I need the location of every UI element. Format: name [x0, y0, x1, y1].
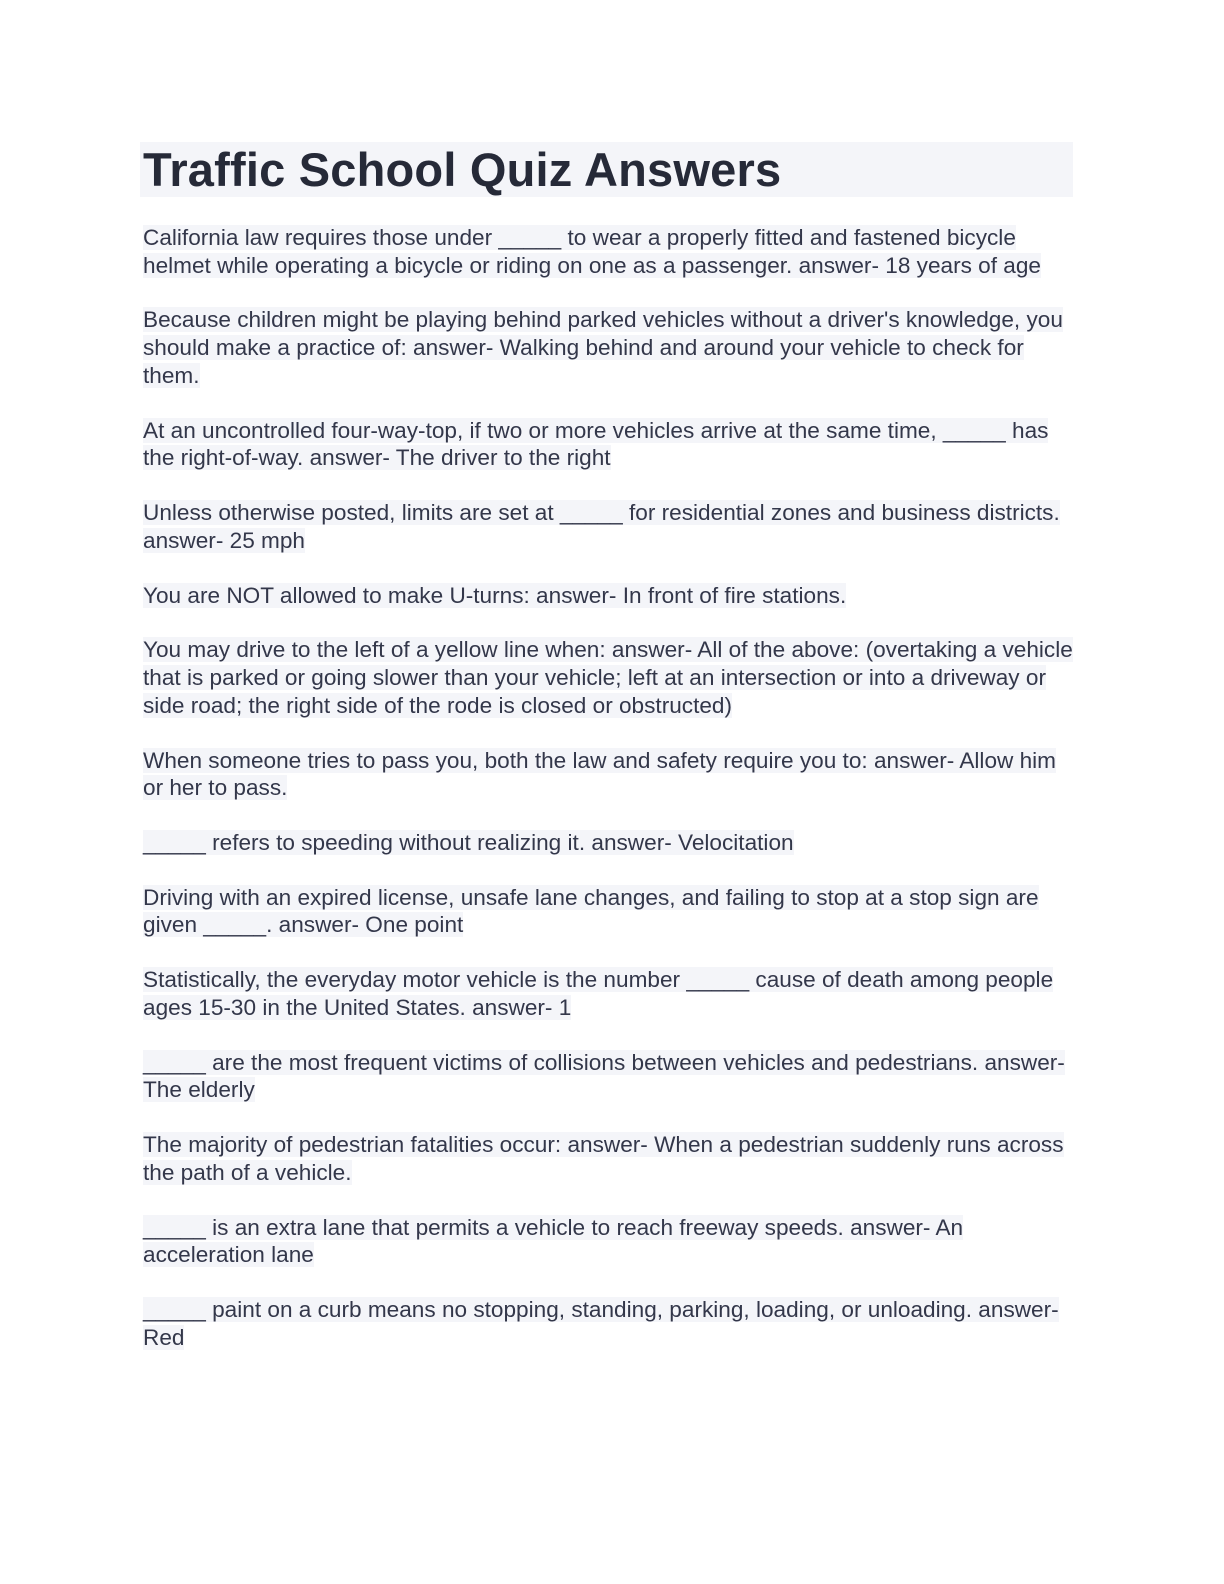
- qa-item: [143, 1296, 1073, 1351]
- qa-text: Because children might be playing behind parked vehicles without a driver's knowledge, you should make a practice of: answer- Walking behind and around your vehicle to check for them.: [143, 307, 1063, 388]
- qa-text: You are NOT allowed to make U-turns: answer- In front of fire stations.: [143, 582, 847, 608]
- qa-text: Statistically, the everyday motor vehicle is the number _____ cause of death among people ages 15-30 in the United States. answer- 1: [143, 967, 1054, 1020]
- qa-item: [143, 306, 1073, 389]
- qa-item: [143, 582, 1073, 610]
- page-title: Traffic School Quiz Answers: [143, 143, 782, 196]
- qa-text: The majority of pedestrian fatalities occur: answer- When a pedestrian suddenly runs across the path of a vehicle.: [143, 1132, 1064, 1185]
- qa-text: _____ is an extra lane that permits a vehicle to reach freeway speeds. answer- An acceleration lane: [143, 1214, 964, 1268]
- qa-item: [143, 1131, 1073, 1186]
- qa-item: [143, 224, 1073, 279]
- qa-item: [143, 1049, 1073, 1104]
- qa-text: _____ paint on a curb means no stopping, standing, parking, loading, or unloading. answer- Red: [143, 1297, 1059, 1350]
- qa-item: [143, 1214, 1073, 1269]
- title-block: [140, 142, 1073, 197]
- qa-item: [143, 636, 1073, 719]
- qa-text: _____ refers to speeding without realizing it. answer- Velocitation: [143, 829, 794, 855]
- qa-text: Driving with an expired license, unsafe lane changes, and failing to stop at a stop sign are given _____. answer- One point: [143, 884, 1039, 938]
- qa-text: At an uncontrolled four-way-top, if two or more vehicles arrive at the same time, _____ has the right-of-way. answer- The driver to the right: [143, 417, 1049, 471]
- qa-item: [143, 966, 1073, 1021]
- qa-text: When someone tries to pass you, both the law and safety require you to: answer- Allow him or her to pass.: [143, 747, 1057, 801]
- qa-item: [143, 829, 1073, 857]
- qa-item: [143, 499, 1073, 554]
- qa-text: California law requires those under _____ to wear a properly fitted and fastened bicycle helmet while operating a bicycle or riding on one as a passenger. answer- 18 years of age: [143, 225, 1042, 278]
- qa-item: [143, 417, 1073, 472]
- qa-list: [143, 224, 1073, 1351]
- qa-text: You may drive to the left of a yellow line when: answer- All of the above: (overtaking a vehicle that is parked or going slower than your vehicle; left at an intersection or into a driveway or side road; the right side of the rode is closed or obstructed): [143, 637, 1073, 718]
- qa-item: [143, 747, 1073, 802]
- document-page: [143, 142, 1073, 1379]
- qa-text: _____ are the most frequent victims of collisions between vehicles and pedestrians. answer- The elderly: [143, 1049, 1065, 1103]
- qa-item: [143, 884, 1073, 939]
- qa-text: Unless otherwise posted, limits are set at _____ for residential zones and business districts. answer- 25 mph: [143, 500, 1060, 553]
